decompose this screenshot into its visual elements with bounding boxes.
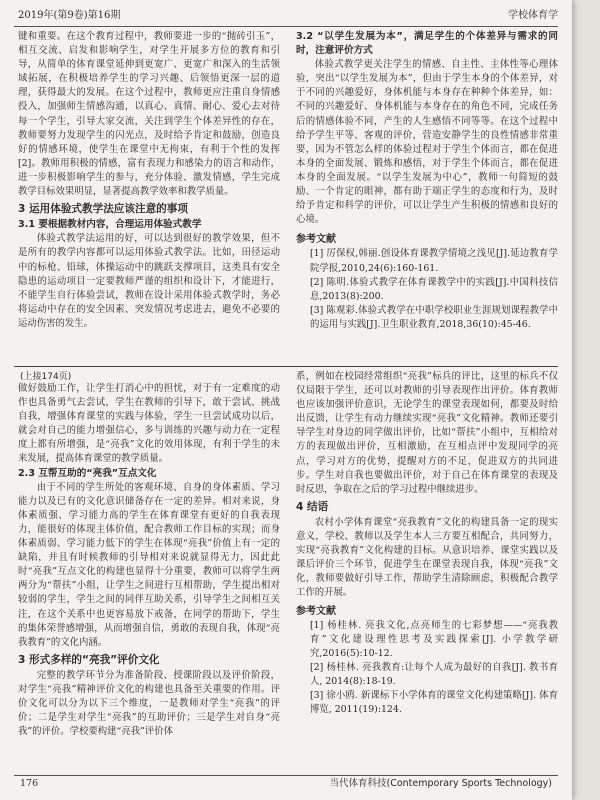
- section-label: 学校体育学: [508, 10, 558, 21]
- reference-item: [3] 徐小鸥. 新课标下小学体育的课堂文化构建策略[J]. 体育博览, 2011(19):124.: [310, 690, 558, 716]
- subsection-heading: 2.3 互帮互助的“亮我”互点文化: [18, 467, 157, 479]
- left-top-column: [18, 30, 280, 364]
- reference-item: [1] 杨桂林. 亮我文化,点亮师生的七彩梦想——“亮我教育”文化建设理性思考及实践探索[J]. 小学教学研究,2016(5):10-12.: [310, 619, 558, 659]
- page-header: [14, 6, 558, 27]
- subsection-heading: 3.1 要根据教材内容，合理运用体验式教学: [18, 219, 202, 231]
- reference-item: [2] 陈明.体验式教学在体育课教学中的实践[J].中国科技信息,2013(8):200.: [310, 276, 558, 302]
- references-title: 参考文献: [296, 234, 336, 246]
- reference-item: [3] 陈观彩.体验式教学在中职学校职业生涯规划课程教学中的运用与实践[J].卫生职业教育,2018,36(10):45-46.: [310, 304, 558, 330]
- adjacent-page-edge: [574, 0, 600, 800]
- body-paragraph: 农村小学体育课堂“亮我教育”文化的构建具备一定的现实意义，学校、教师以及学生本人三方要互相配合，共同努力，实现“亮我教育”文化构建的目标。从意识培养、课堂实践以及课后评价三个环节，促进学生在课堂表现自我，体现“亮我”文化，教师要做好引导工作，帮助学生清除顾虑，积极配合教学工作的开展。: [296, 516, 558, 599]
- section-heading: 4 结语: [296, 500, 329, 513]
- body-paragraph: 键和重要。在这个教育过程中，教师要进一步的“抛砖引玉”，相互交流、启发和影响学生，对学生开展多方位的教育和引导，从简单的体育课堂延伸到更宽广、更宽广和深入的生活领域拓展，在积极培养学生的学习兴趣、后领悟更深一层的道理，获得最大的发展。在这个过程中，教师更应注重自身情感投入，加强师生情感沟通，以真心、真情、耐心、爱心去对待每一个学生，引导大家交流，关注到学生个体差异性的存在，教师要努力发现学生的闪光点，及时给予肯定和鼓励，创造良好的情感环境，使学生在课堂中无拘束，有利于个性的发挥[2]。教师用积极的情感，富有表现力和感染力的语言和动作，进一步积极影响学生的参与，充分体验、激发情感，学生完成教学目标效果明显，显著提高教学效率和教学质量。: [18, 31, 280, 198]
- issue-label: 2019年(第9卷)第16期: [18, 10, 121, 21]
- page-footer: [14, 775, 558, 792]
- right-bottom-column: [296, 370, 558, 768]
- references-title: 参考文献: [296, 605, 336, 617]
- body-paragraph: 由于不同的学生所处的客观环境、自身的身体素质、学习能力以及已有的文化意识储备存在一定的差异。相对来说，身体素质强、学习能力高的学生在体育课堂有更好的自我表现力，能很好的体现主体价值，配合教师工作目标的实现；而身体素质弱、学习能力低下的学生在体现“亮我”价值上有一定的缺陷，并且有时候教师的引导相对来说就显得无力，因此此时“亮我”互点文化的构建也显得十分重要，教师可以将学生两两分为“帮扶”小组，让学生之间进行互相帮助，学生提出相对较弱的学生，学生之间的同伴互助关系，引导学生之间相互关注，在这个关系中也更容易放下戒备，在同学的帮助下，学生的集体荣誉感增强，从而增强自信，勇敢的表现自我，体现“亮我教育”的文化内涵。: [18, 481, 280, 648]
- body-paragraph: 做好鼓励工作，让学生打消心中的担忧，对于有一定难度的动作也具备勇气去尝试，学生在教师的引导下，敢于尝试、挑战自我，增强体育课堂的实践与体验，学生一旦尝试成功以后，就会对自己的能力增强信心，多与训练的兴趣与动力在一定程度上都有所增强，是“亮我”文化的效用体现，有利于学生的未来发展，提高体育课堂的教学质量。: [18, 383, 280, 465]
- journal-title: 当代体育科技(Contemporary Sports Technology): [329, 778, 552, 789]
- section-heading: 3 运用体验式教学法应该注意的事项: [18, 203, 188, 216]
- reference-item: [1] 厉保权,韩丽.创设体育课教学情境之浅见[J].延边教育学院学报,2010,24(6):160-161.: [310, 248, 558, 274]
- page-number: 176: [20, 778, 39, 789]
- section-heading: 3 形式多样的“亮我”评价文化: [18, 653, 160, 666]
- continued-from-label: (上接174页): [20, 372, 72, 382]
- right-top-column: [296, 30, 558, 364]
- article-divider: [14, 366, 558, 367]
- body-paragraph: 体验式教学更关注学生的情感、自主性、主体性等心理体验，突出“以学生发展为本”，但由于学生本身的个体差异，对于不同的兴趣爱好，身体机能与本身存在种种个体差异，如：不同的兴趣爱好、身体机能与本身存在的角色不同，完成任务后的情感体验不同，产生的人生感悟不同等等。在这个过程中给予学生平等、客观的评价，营造安静学生的良性情感非常重要，因为不管怎么样的体验过程对于学生个体而言，都在促进本身的全面发展、锻炼和感悟，对于学生个体而言，都在促进本身的全面发展。“以学生发展为中心”，教师一句简短的鼓励、一个肯定的眼神，都有助于端正学生的态度和行为，及时给予肯定和科学的评价，可以让学生产生积极的情感和良好的心境。: [296, 59, 558, 226]
- left-bottom-column: [18, 382, 280, 768]
- body-paragraph: 系，例如在校园经常组织“亮我”标兵的评比，这里的标兵不仅仅局限于学生，还可以对教师的引导表现作出评价。体育教师也应该加强评价意识，无论学生的课堂表现如何，都要及时给出反馈，让学生有动力继续实现“亮我”文化精神。教师还要引导学生对身边的同学做出评价，比如“帮扶”小组中，互相给对方的表现做出评价，互相激励，在互相点评中发现同学的亮点，学习对方的优势，提醒对方的不足，促进双方的共同进步。学生对自我也要做出评价，对于自己在体育课堂的表现及时反思，争取在之后的学习过程中继续进步。: [296, 371, 558, 495]
- reference-item: [2] 杨桂林. 亮我教育:让每个人成为最好的自我[J]. 教书育人, 2014(8):18-19.: [310, 661, 558, 687]
- body-paragraph: 完整的教学环节分为准备阶段、授课阶段以及评价阶段，对学生“亮我”精神评价文化的构建也具备至关重要的作用。评价文化可以分为以下三个维度，一是教师对学生“亮我”的评价；二是学生对学生“亮我”的互助评价；三是学生对自身“亮我”的评价。学校要构建“亮我”评价体: [18, 669, 280, 738]
- subsection-heading: 3.2 “以学生发展为本”，满足学生的个体差异与需求的同时，注意评价方式: [296, 31, 558, 57]
- body-paragraph: 体验式教学法运用的好，可以达到很好的教学效果，但不是所有的教学内容都可以运用体验式教学法。比如，田径运动中的标枪、铅球，体操运动中的跳跃支撑项目，这类具有安全隐患的运动项目一定要教师严谨的组织和设计下，才能进行，不能学生自行体验尝试，教师在设计采用体验式教学时，务必将运动中存在的安全因素、突发情况考虑进去，避免不必要的运动伤害的发生。: [18, 233, 280, 329]
